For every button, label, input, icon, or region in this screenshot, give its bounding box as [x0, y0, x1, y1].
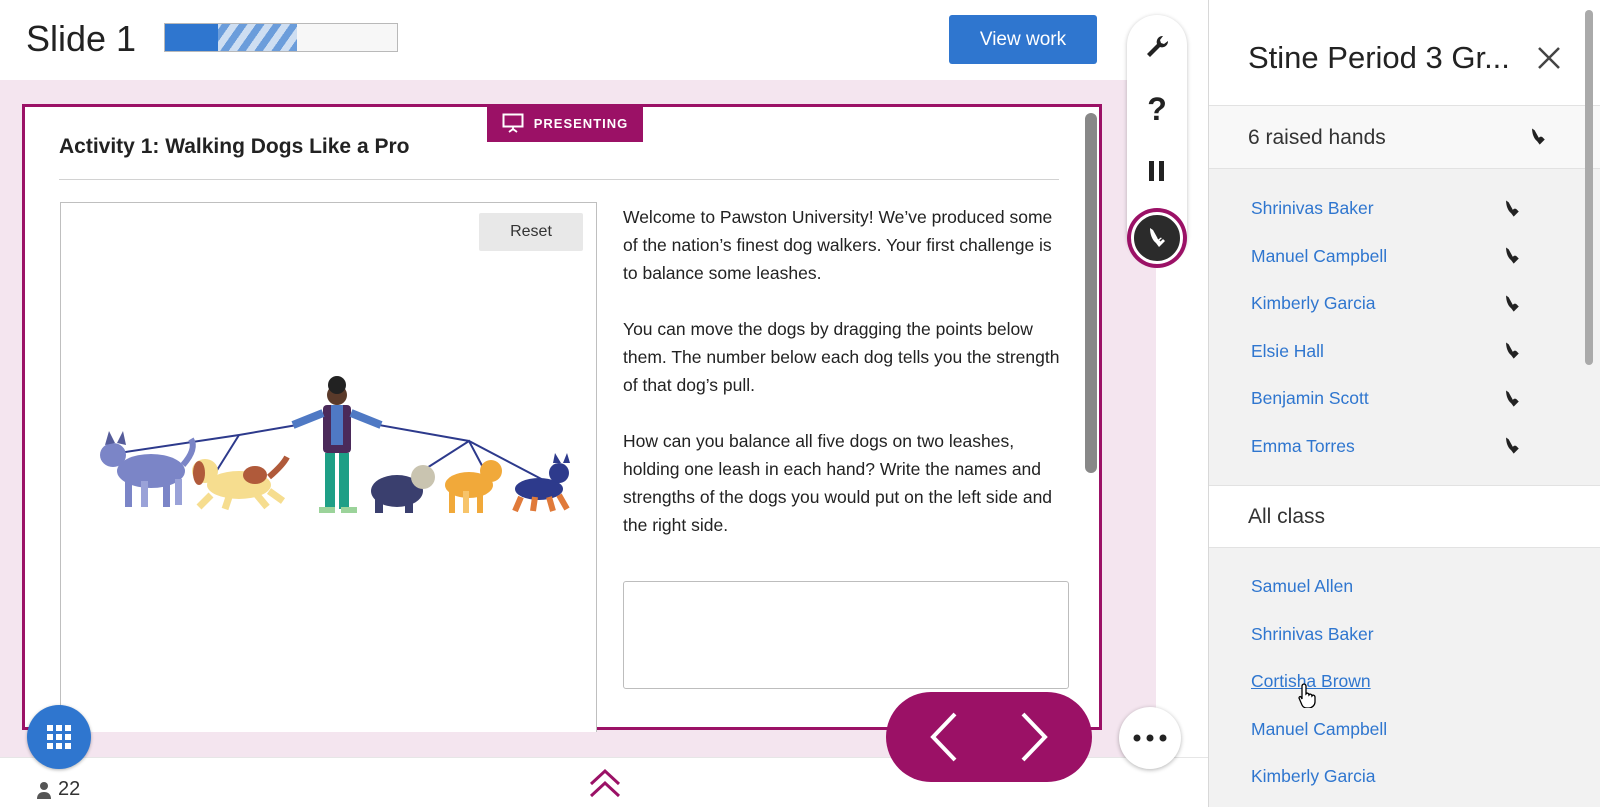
doberman-dog [515, 453, 570, 511]
student-count [36, 778, 80, 801]
slide-title: Slide 1 [26, 18, 137, 59]
list-item[interactable] [1209, 423, 1600, 471]
panel-scrollbar[interactable] [1585, 10, 1593, 365]
pointer-cursor [1297, 682, 1319, 713]
list-item[interactable] [1209, 753, 1600, 801]
student-name[interactable]: Manuel Campbell [1251, 718, 1388, 739]
raised-hands-count: 6 raised hands [1248, 126, 1386, 149]
student-name[interactable]: Benjamin Scott [1251, 388, 1369, 409]
previous-slide-button[interactable] [920, 707, 968, 767]
list-item[interactable] [1209, 375, 1600, 423]
student-name[interactable]: Elsie Hall [1251, 340, 1324, 361]
expand-button[interactable] [588, 768, 622, 803]
view-work-button[interactable]: View work [949, 15, 1097, 64]
raised-hands-header[interactable] [1209, 106, 1600, 169]
spaniel-dog [192, 457, 287, 509]
chevron-left-icon [929, 712, 959, 762]
panel-header [1209, 0, 1600, 106]
pause-button[interactable] [1135, 149, 1179, 193]
raised-hands-button[interactable] [1127, 208, 1187, 268]
slide-frame [22, 104, 1102, 730]
progress-done [165, 24, 218, 51]
raised-hands-list [1209, 185, 1600, 470]
slides-grid-button[interactable] [27, 705, 91, 769]
list-item[interactable] [1209, 185, 1600, 233]
person-icon [36, 781, 52, 799]
question-icon: ? [1147, 90, 1167, 127]
raised-hand-toggle [1131, 212, 1183, 264]
ellipsis-icon [1133, 734, 1167, 742]
top-bar [0, 0, 1208, 80]
close-icon [1537, 46, 1561, 70]
student-name[interactable]: Kimberly Garcia [1251, 766, 1376, 787]
progress-partial [218, 24, 297, 51]
husky-dog [100, 431, 193, 507]
all-class-label: All class [1248, 505, 1326, 528]
close-panel-button[interactable] [1531, 40, 1567, 76]
all-class-list [1209, 563, 1600, 801]
list-item[interactable] [1209, 280, 1600, 328]
chevron-right-icon [1019, 712, 1049, 762]
all-class-header [1209, 485, 1600, 548]
slide-stage [0, 80, 1156, 757]
raised-hand-icon[interactable] [1501, 435, 1523, 457]
presenting-badge [487, 104, 643, 142]
bulldog-dog [371, 465, 435, 513]
panel-title: Stine Period 3 Gr... [1248, 40, 1510, 75]
pause-icon [1147, 160, 1167, 182]
instructions-text [623, 203, 1063, 567]
raised-hand-icon[interactable] [1501, 245, 1523, 267]
raised-hand-icon[interactable] [1501, 198, 1523, 220]
raised-hand-icon [1144, 225, 1170, 251]
golden-dog [445, 460, 502, 513]
list-item[interactable] [1209, 563, 1600, 611]
instructions-paragraph: Welcome to Pawston University! We’ve produced some of the nation’s finest dog walkers. Your first challenge is to balance some leashes. [623, 207, 1053, 283]
raised-hand-icon[interactable] [1501, 388, 1523, 410]
presenting-label: PRESENTING [533, 115, 629, 131]
student-name[interactable]: Shrinivas Baker [1251, 198, 1374, 219]
student-name[interactable]: Kimberly Garcia [1251, 293, 1376, 314]
raised-hand-icon[interactable] [1501, 293, 1523, 315]
wrench-button[interactable] [1135, 25, 1179, 69]
answer-textbox[interactable] [623, 581, 1069, 689]
title-divider [59, 179, 1059, 180]
grid-icon [46, 724, 72, 750]
double-chevron-up-icon [588, 768, 622, 798]
list-item[interactable] [1209, 328, 1600, 376]
instructions-paragraph: How can you balance all five dogs on two leashes, holding one leash in each hand? Write the names and strengths of the dogs you would put on the left side and the right side. [623, 431, 1053, 535]
list-item[interactable] [1209, 233, 1600, 281]
student-name[interactable]: Manuel Campbell [1251, 245, 1388, 266]
dog-walker-illustration [79, 373, 579, 533]
slide-navigation [886, 692, 1092, 782]
hand-cursor-icon [1297, 682, 1319, 708]
presentation-icon [502, 113, 524, 133]
help-button[interactable] [1135, 87, 1179, 131]
graph-panel[interactable] [60, 202, 597, 732]
instructions-paragraph: You can move the dogs by dragging the points below them. The number below each dog tells you the strength of that dog’s pull. [623, 319, 1060, 395]
student-name[interactable]: Shrinivas Baker [1251, 623, 1374, 644]
student-name[interactable]: Cortisha Brown [1251, 671, 1371, 692]
raised-hand-icon[interactable] [1501, 340, 1523, 362]
list-item[interactable] [1209, 706, 1600, 754]
slide-scrollbar[interactable] [1085, 113, 1097, 473]
more-options-button[interactable] [1119, 707, 1181, 769]
list-item[interactable] [1209, 658, 1600, 706]
person-figure [293, 376, 381, 513]
progress-bar [164, 23, 398, 52]
raised-hand-icon [1527, 126, 1549, 148]
list-item[interactable] [1209, 611, 1600, 659]
next-slide-button[interactable] [1010, 707, 1058, 767]
student-count-value: 22 [58, 778, 81, 800]
activity-title: Activity 1: Walking Dogs Like a Pro [59, 135, 410, 158]
student-name[interactable]: Emma Torres [1251, 435, 1355, 456]
student-name[interactable]: Samuel Allen [1251, 576, 1354, 597]
class-panel [1208, 0, 1600, 807]
wrench-icon [1143, 33, 1171, 61]
reset-button[interactable]: Reset [479, 213, 583, 251]
